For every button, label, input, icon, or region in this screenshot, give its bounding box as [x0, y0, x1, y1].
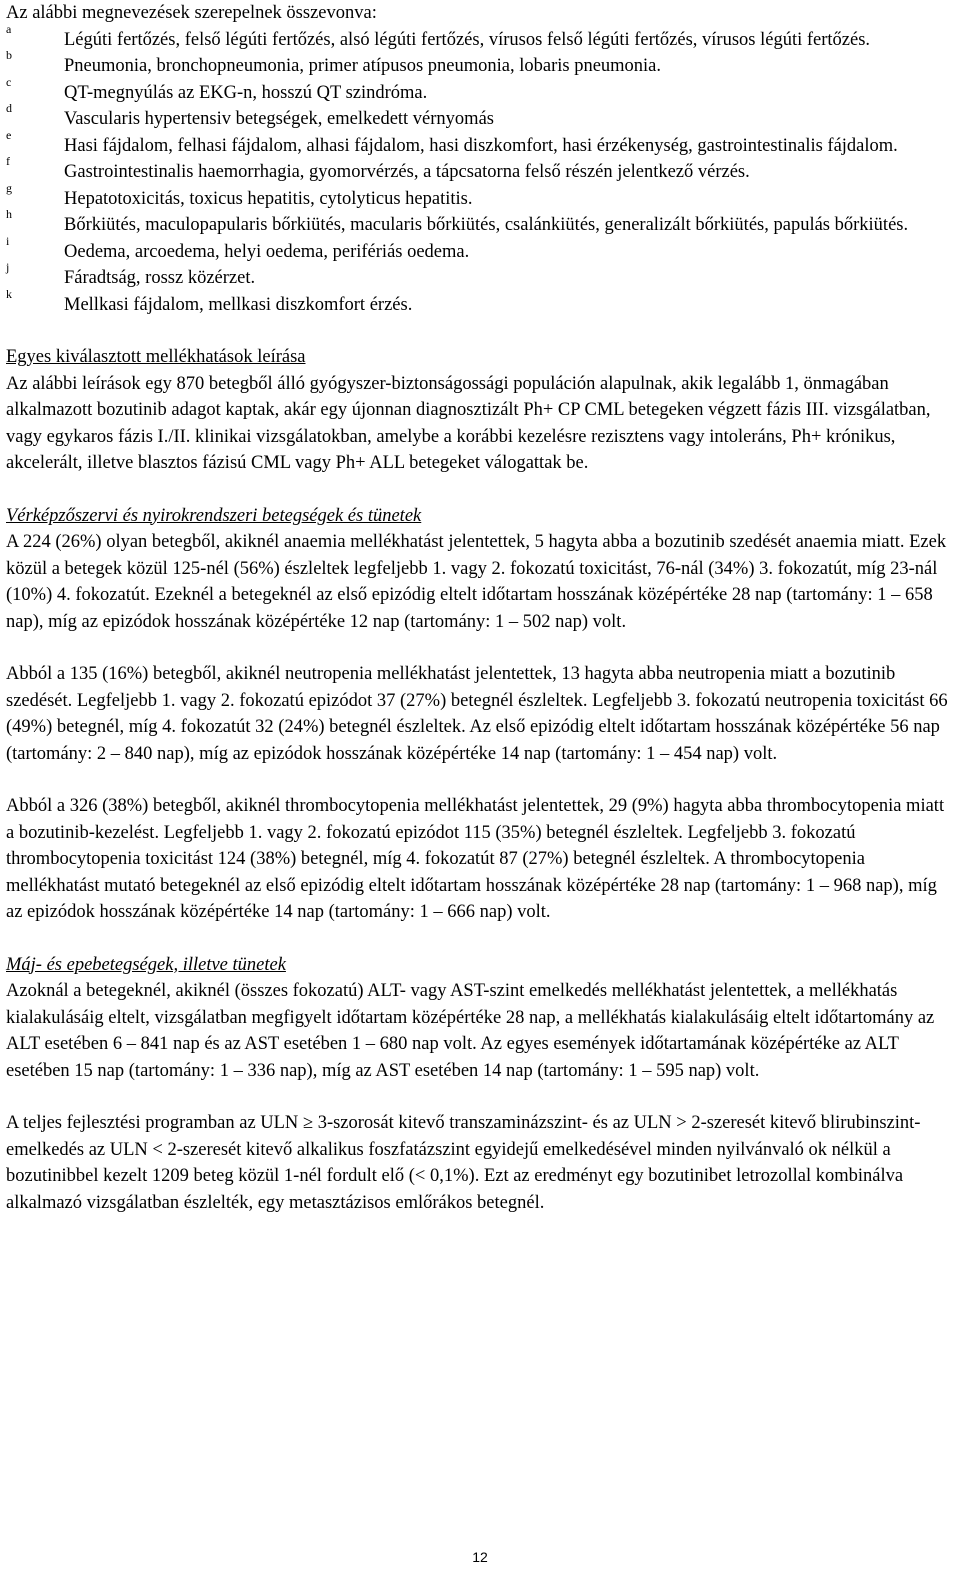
footnote-item	[6, 48, 954, 80]
footnote-text: Légúti fertőzés, felső légúti fertőzés, alsó légúti fertőzés, vírusos felső légúti fertőzés, vírusos légúti fertőzés.	[64, 29, 871, 50]
thrombocytopenia-paragraph: Abból a 326 (38%) betegből, akiknél thrombocytopenia mellékhatást jelentettek, 29 (9%) hagyta abba thrombocytopenia miatt a bozutinib-kezelést. Legfeljebb 1. vagy 2. fokozatú epizódot 115 (35%) betegnél észleltek. Legfeljebb 3. fokozatú thrombocytopenia toxicitást 124 (38%) betegnél, míg 4. fokozatút 87 (27%) betegnél észleltek. A thrombocytopenia mellékhatást mutató betegeknél az első epizódig eltelt időtartam hosszának középértéke 28 nap (tartomány: 1 – 968 nap), míg az epizódok hosszának középértéke 14 nap (tartomány: 1 – 666 nap) volt.	[6, 796, 945, 922]
neutropenia-paragraph: Abból a 135 (16%) betegből, akiknél neutropenia mellékhatást jelentettek, 13 hagyta abba neutropenia miatt a bozutinib szedését. Legfeljebb 1. vagy 2. fokozatú epizódot 37 (27%) betegnél észleltek. Legfeljebb 3. fokozatú neutropenia toxicitást 66 (49%) betegnél, míg 4. fokozatút 32 (24%) betegnél észleltek. Az első epizódig eltelt időtartam hosszának középértéke 56 nap (tartomány: 2 – 840 nap), míg az epizódok hosszának középértéke 14 nap (tartomány: 1 – 454 nap) volt.	[6, 664, 948, 764]
footnote-mark: b	[6, 48, 12, 62]
page-number: 12	[472, 1549, 488, 1565]
section-heading-blood-disorders: Vérképzőszervi és nyirokrendszeri betegségek és tünetek	[6, 505, 422, 526]
footnote-item	[6, 21, 954, 54]
footnote-mark: j	[6, 260, 10, 274]
liver-paragraph: Azoknál a betegeknél, akiknél (összes fokozatú) ALT- vagy AST-szint emelkedés mellékhatást jelentettek, a mellékhatás kialakulásáig eltelt, vizsgálatban megfigyelt időtartam középértéke 28 nap, a mellékhatás kialakulásáig eltelt időtartomány az ALT esetében 6 – 841 nap és az AST esetében 1 – 680 nap volt. Az egyes események időtartamának középértéke az ALT esetében 15 nap (tartomány: 1 – 336 nap), míg az AST esetében 14 nap (tartomány: 1 – 595 nap) volt.	[6, 981, 935, 1081]
anaemia-paragraph: A 224 (26%) olyan betegből, akiknél anaemia mellékhatást jelentettek, 5 hagyta abba a bozutinib szedését anaemia miatt. Ezek közül a betegek közül 125-nél (56%) észleltek legfeljebb 1. vagy 2. fokozatú toxicitást, 76-nál (34%) 3. fokozatút, míg 23-nál (10%) 4. fokozatút. Ezeknél a betegeknél az első epizódig eltelt időtartam hosszának középértéke 28 nap (tartomány: 1 – 658 nap), míg az epizódok hosszának középértéke 12 nap (tartomány: 1 – 502 nap) volt.	[6, 532, 947, 632]
footnote-text: Bőrkiütés, maculopapularis bőrkiütés, macularis bőrkiütés, csalánkiütés, generalizált bőrkiütés, papulás bőrkiütés.	[64, 215, 909, 235]
footnote-item	[6, 74, 954, 107]
footnote-text: Pneumonia, bronchopneumonia, primer atípusos pneumonia, lobaris pneumonia.	[64, 56, 662, 76]
footnote-mark: k	[6, 286, 12, 301]
footnote-item	[6, 233, 954, 266]
footnote-mark: h	[6, 207, 12, 221]
footnote-mark: d	[6, 101, 12, 115]
section-paragraph: Az alábbi leírások egy 870 betegből álló gyógyszer-biztonságossági populáción alapulnak, akik legalább 1, önmagában alkalmazott bozutinib adagot kaptak, akár egy újonnan diagnosztizált Ph+ CP CML betegeken végzett fázis III. vizsgálatban, vagy egykaros fázis I./II. klinikai vizsgálatokban, amelybe a korábbi kezelésre rezisztens vagy intoleráns, Ph+ krónikus, akcelerált, illetve blasztos fázisú CML vagy Ph+ ALL betegeket válogattak be.	[6, 373, 931, 473]
footnote-item	[6, 127, 954, 160]
footnote-text: Hepatotoxicitás, toxicus hepatitis, cytolyticus hepatitis.	[64, 188, 473, 209]
liver-development-paragraph: A teljes fejlesztési programban az ULN ≥ 3-szorosát kitevő transzaminázszint- és az ULN > 2-szeresét kitevő blirubinszint-emelkedés az ULN < 2-szeresét kitevő alkalikus foszfatázszint egyidejű emelkedésével minden nyilvánvaló ok nélkül a bozutinibbel kezelt 1209 beteg közül 1-nél fordult elő (< 0,1%). Ezt az eredményt egy bozutinibet letrozollal kombinálva alkalmazó vizsgálatban észlelték, egy metasztázisos emlőrákos betegnél.	[6, 1113, 921, 1213]
footnote-item	[6, 260, 954, 292]
footnote-list	[6, 21, 954, 319]
footnote-mark: a	[6, 21, 12, 36]
footnote-text: Hasi fájdalom, felhasi fájdalom, alhasi fájdalom, hasi diszkomfort, hasi érzékenység, gastrointestinalis fájdalom.	[64, 135, 898, 156]
section-heading-liver-disorders: Máj- és epebetegségek, illetve tünetek	[6, 954, 286, 975]
footnote-text: Vascularis hypertensiv betegségek, emelkedett vérnyomás	[64, 109, 494, 129]
footnote-intro: Az alábbi megnevezések szerepelnek összevonva:	[6, 3, 377, 23]
footnote-mark: c	[6, 74, 12, 89]
footnote-item	[6, 286, 954, 319]
footnote-text: Gastrointestinalis haemorrhagia, gyomorvérzés, a tápcsatorna felső részén jelentkező vérzés.	[64, 162, 750, 182]
footnote-item	[6, 180, 954, 213]
footnote-text: Oedema, arcoedema, helyi oedema, perifériás oedema.	[64, 241, 470, 262]
footnote-text: Mellkasi fájdalom, mellkasi diszkomfort érzés.	[64, 294, 413, 315]
document-page	[6, 0, 954, 1216]
footnote-mark: f	[6, 154, 10, 168]
footnote-item	[6, 154, 954, 186]
footnote-item	[6, 101, 954, 133]
footnote-mark: i	[6, 233, 10, 248]
section-heading-adverse-reactions: Egyes kiválasztott mellékhatások leírása	[6, 347, 306, 367]
footnote-item	[6, 207, 954, 239]
footnote-text: Fáradtság, rossz közérzet.	[64, 268, 256, 288]
footnote-text: QT-megnyúlás az EKG-n, hosszú QT szindróma.	[64, 82, 428, 103]
footnote-mark: e	[6, 127, 12, 142]
footnote-mark: g	[6, 180, 12, 195]
